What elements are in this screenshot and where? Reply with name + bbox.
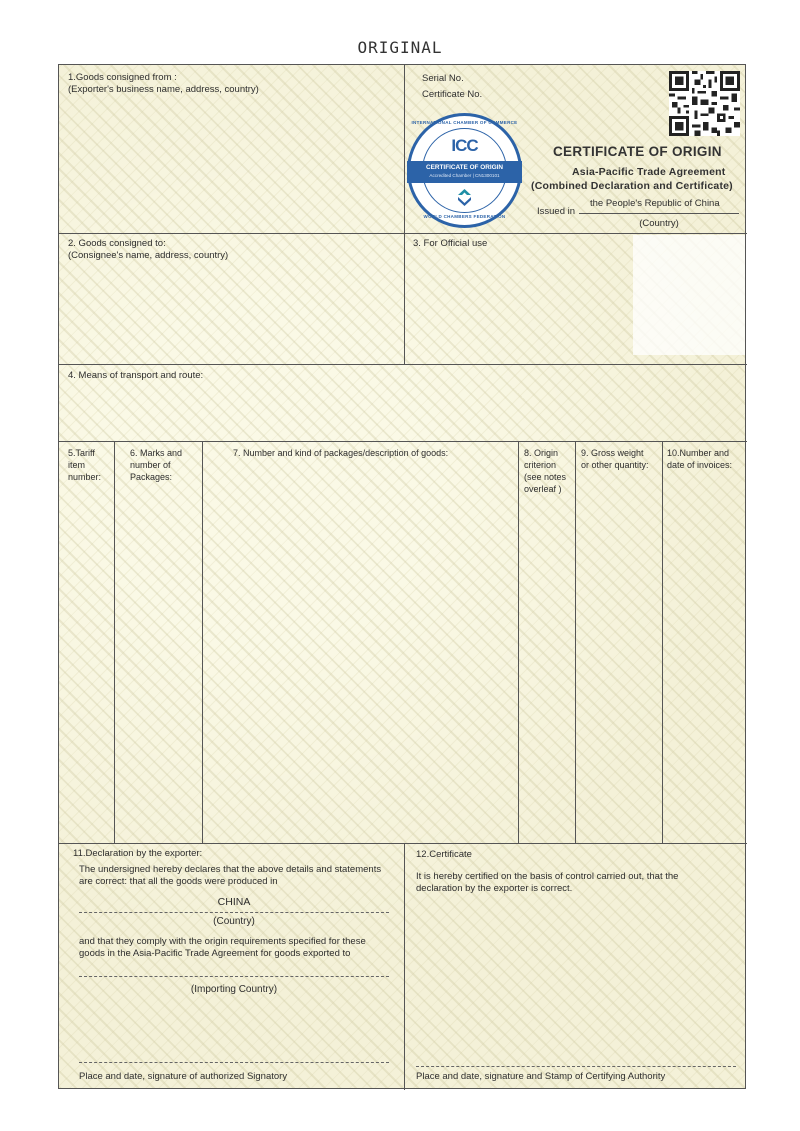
- box1-label: 1.Goods consigned from :: [68, 72, 177, 83]
- seal-band-subtitle: Accredited Chamber | CN1300101: [429, 173, 500, 178]
- col9-header: [581, 447, 649, 471]
- col7-header: [233, 447, 448, 459]
- divider-col6: [202, 441, 203, 843]
- box3-label: 3. For Official use: [413, 238, 488, 249]
- wcf-emblem-icon: [454, 187, 475, 208]
- agreement-name: Asia-Pacific Trade Agreement: [572, 166, 726, 178]
- combined-declaration-note: (Combined Declaration and Certificate): [531, 180, 733, 192]
- col9-header-line: or other quantity:: [581, 460, 649, 470]
- divider-col9: [662, 441, 663, 843]
- col5-header-line: item: [68, 460, 86, 470]
- box1-sublabel: (Exporter's business name, address, country): [68, 84, 259, 95]
- col8-header-line: overleaf ): [524, 484, 562, 494]
- seal-ring-bottom-text: WORLD CHAMBERS FEDERATION: [423, 214, 506, 219]
- issued-in-underline: [579, 213, 739, 214]
- exporter-signature-line: [79, 1062, 389, 1063]
- col6-header-line: 6. Marks and: [130, 448, 183, 458]
- divider-row4: [59, 843, 747, 844]
- divider-row1: [59, 233, 747, 234]
- certificate-form: [58, 64, 746, 1089]
- col5-header-line: number:: [68, 472, 102, 482]
- divider-top-vertical: [404, 65, 405, 364]
- authority-signature-caption: Place and date, signature and Stamp of Certifying Authority: [416, 1071, 666, 1082]
- col6-header-line: number of: [130, 460, 171, 470]
- box2-label: 2. Goods consigned to:: [68, 238, 166, 249]
- box11-text-line3: and that they comply with the origin requirements specified for these: [79, 936, 366, 947]
- box11-text-line4: goods in the Asia-Pacific Trade Agreement for goods exported to: [79, 948, 351, 959]
- certificate-no-label: Certificate No.: [422, 89, 483, 100]
- certificate-title: CERTIFICATE OF ORIGIN: [553, 144, 722, 159]
- box12-text-line2: declaration by the exporter is correct.: [416, 883, 573, 894]
- production-country-line: [79, 912, 389, 913]
- exporter-signature-caption: Place and date, signature of authorized Signatory: [79, 1071, 288, 1082]
- seal-band-title: CERTIFICATE OF ORIGIN: [426, 164, 503, 171]
- box11-text-line1: The undersigned hereby declares that the above details and statements: [79, 864, 382, 875]
- box11-label: 11.Declaration by the exporter:: [73, 848, 203, 859]
- col5-header: [68, 447, 101, 483]
- importing-country-line: [79, 976, 389, 977]
- col10-header-line: date of invoices:: [667, 460, 733, 470]
- box4-label: 4. Means of transport and route:: [68, 370, 204, 381]
- importing-country-caption: (Importing Country): [190, 984, 278, 995]
- divider-row3: [59, 441, 747, 442]
- issued-in-country: the People's Republic of China: [590, 198, 720, 209]
- official-stamp-area: [633, 235, 745, 355]
- col8-header-line: criterion: [524, 460, 557, 470]
- box12-text-line1: It is hereby certified on the basis of control carried out, that the: [416, 871, 679, 882]
- divider-bottom-vertical: [404, 843, 405, 1090]
- col8-header: [524, 447, 566, 495]
- divider-col5: [114, 441, 115, 843]
- divider-row2: [59, 364, 747, 365]
- production-country-value: CHINA: [217, 896, 251, 908]
- divider-col8: [575, 441, 576, 843]
- col8-header-line: (see notes: [524, 472, 567, 482]
- box11-text-line2: are correct: that all the goods were produced in: [79, 876, 278, 887]
- icc-logo: ICC: [451, 136, 478, 155]
- box12-label: 12.Certificate: [416, 849, 472, 860]
- col10-header: [667, 447, 732, 471]
- qr-code: [669, 71, 740, 136]
- serial-no-label: Serial No.: [422, 73, 464, 84]
- production-country-caption: (Country): [213, 916, 255, 927]
- col8-header-line: 8. Origin: [524, 448, 559, 458]
- authority-signature-line: [416, 1066, 736, 1067]
- col10-header-line: 10.Number and: [667, 448, 730, 458]
- issued-in-label: Issued in: [537, 206, 576, 217]
- col5-header-line: 5.Tariff: [68, 448, 95, 458]
- country-caption-top: (Country): [639, 218, 679, 229]
- document-heading: ORIGINAL: [357, 38, 443, 57]
- col6-header-line: Packages:: [130, 472, 173, 482]
- col6-header: [130, 447, 182, 483]
- col9-header-line: 9. Gross weight: [581, 448, 644, 458]
- seal-ring-top-text: INTERNATIONAL CHAMBER OF COMMERCE: [411, 120, 518, 125]
- col7-header-line: 7. Number and kind of packages/description of goods:: [233, 448, 449, 458]
- icc-seal: [407, 113, 522, 228]
- divider-col7: [518, 441, 519, 843]
- box2-sublabel: (Consignee's name, address, country): [68, 250, 229, 261]
